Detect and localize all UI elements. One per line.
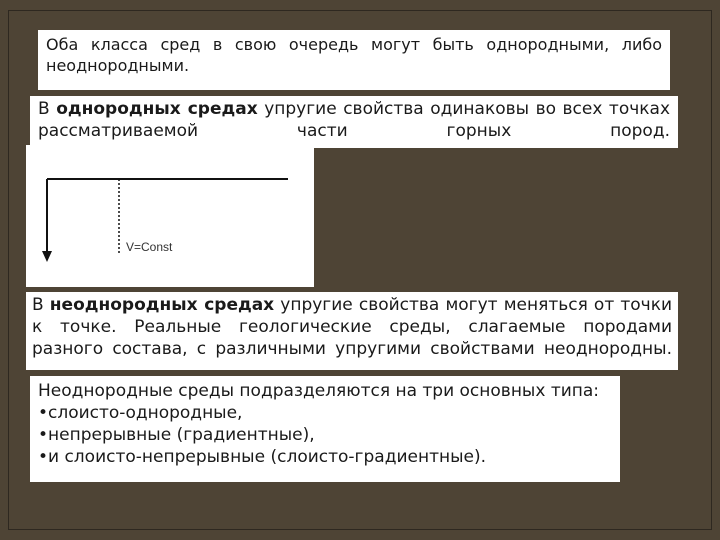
- bullet-icon: •: [38, 425, 49, 446]
- types-item-text: и слоисто-непрерывные (слоисто-градиентные).: [48, 447, 486, 468]
- homogeneous-term: однородных средах: [56, 99, 258, 119]
- velocity-diagram-svg: [26, 145, 314, 287]
- intro-text: [38, 30, 670, 90]
- types-heading: Неоднородные среды подразделяются на три основных типа:: [38, 381, 600, 401]
- homogeneous-prefix: В: [38, 99, 50, 119]
- heterogeneous-term: неоднородных средах: [49, 295, 275, 315]
- heterogeneous-paragraph: [26, 292, 678, 370]
- homogeneous-paragraph: [30, 96, 678, 148]
- types-item-text: непрерывные (градиентные),: [48, 425, 315, 446]
- velocity-label: V=Const: [126, 240, 173, 254]
- types-list-item: [38, 402, 612, 424]
- velocity-diagram: [26, 145, 314, 287]
- types-item-text: слоисто-однородные,: [48, 403, 243, 424]
- bullet-icon: •: [38, 403, 49, 424]
- types-list-item: [38, 424, 612, 446]
- heterogeneous-rest: упругие свойства могут меняться от точки к точке. Реальные геологические среды, слагаемые породами разного состава, с различными упругими свойствами неоднородны.: [32, 295, 673, 360]
- homogeneous-rest: упругие свойства одинаковы во всех точках рассматриваемой части горных пород.: [38, 99, 671, 142]
- types-block: [30, 376, 620, 482]
- bullet-icon: •: [38, 447, 49, 468]
- types-list-item: [38, 446, 612, 468]
- depth-arrow-icon: [42, 251, 52, 262]
- intro-text-content: Оба класса сред в свою очередь могут быть однородными, либо неоднородными.: [46, 35, 662, 75]
- heterogeneous-prefix: В: [32, 295, 44, 315]
